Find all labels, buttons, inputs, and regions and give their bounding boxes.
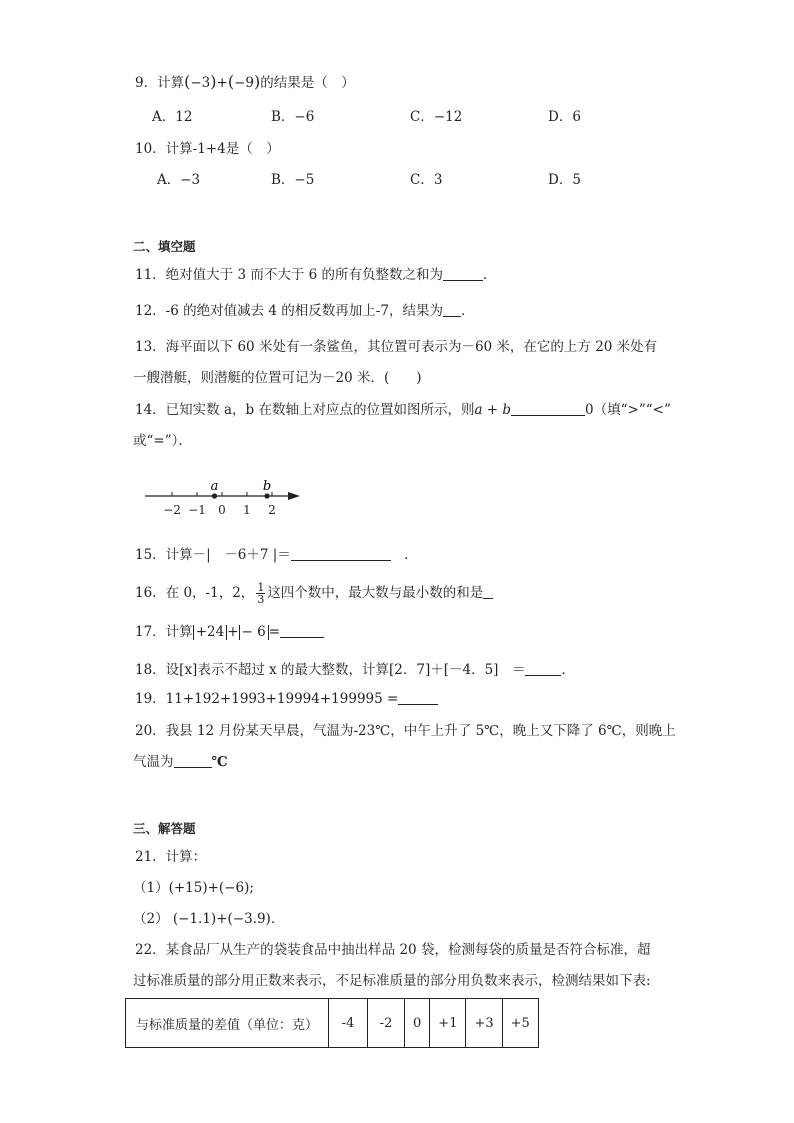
question-17: 17．计算 +24 + − 6 = [135,623,324,641]
question-11: 11．绝对值大于 3 而不大于 6 的所有负整数之和为 ． [135,267,497,283]
table-row [126,999,539,1048]
arrow-right-icon [288,492,300,500]
answer-blank[interactable] [174,753,212,768]
point-label-b: b [262,479,272,494]
table-cell: -2 [368,999,405,1048]
table-cell: +1 [430,999,466,1048]
question-21-part1: （1）(+15)+(−6); [133,880,254,896]
question-22-line1: 22．某食品厂从生产的袋装食品中抽出样品 20 袋，检测每袋的质量是否符合标准，超 [135,942,651,958]
question-9: 9．计算(−3)+(−9)的结果是（ ） [135,72,355,91]
question-21: 21．计算： [135,849,207,865]
point-b [264,493,269,498]
answer-blank[interactable] [483,584,493,599]
answer-blank[interactable] [291,546,391,561]
point-label-a: a [210,479,219,494]
q10-option-b[interactable]: B．−5 [271,172,315,188]
number-line-tick-label: 0 [218,503,226,517]
quality-difference-table [125,998,539,1048]
q9-option-d[interactable]: D．6 [548,109,581,125]
question-16: 16．在 0，-1，2， $\frac{1}{3}$ 这四个数中，最大数与最小数的和是 [135,582,493,605]
question-20-line2: 气温为 ℃ [133,754,228,770]
q10-option-a[interactable]: A．−3 [157,172,201,188]
answer-blank[interactable] [443,302,461,317]
answer-blank[interactable] [525,661,561,676]
question-19: 19．11+192+1993+19994+199995 = [135,690,438,708]
table-cell: +3 [466,999,502,1048]
answer-blank[interactable] [398,690,438,705]
question-13-line2: 一艘潜艇，则潜艇的位置可记为－20 米．( ) [133,370,422,386]
q9-option-b[interactable]: B．−6 [271,109,315,125]
table-cell: +5 [502,999,538,1048]
answer-blank[interactable] [443,266,483,281]
question-20-line1: 20．我县 12 月份某天早晨，气温为-23℃，中午上升了 5℃，晚上又下降了 6℃，则晚上 [135,723,676,739]
answer-blank[interactable] [511,401,585,416]
number-line-figure [140,475,310,520]
number-line-tick-label: 1 [243,503,251,517]
question-14-line2: 或“=”）． [133,433,192,449]
number-line-tick-label: −1 [188,503,206,517]
table-cell: 0 [405,999,430,1048]
number-line-tick-label: 2 [268,503,276,517]
question-14: 14．已知实数 a，b 在数轴上对应点的位置如图所示，则a + b 0（填“>”“<” [135,402,671,418]
question-13-line1: 13．海平面以下 60 米处有一条鲨鱼，其位置可表示为－60 米，在它的上方 20 米处有 [135,339,658,355]
q9-option-a[interactable]: A．12 [152,109,193,125]
question-10: 10．计算-1+4是（ ） [135,141,280,157]
fraction-one-third: $\frac{1}{3}$ [257,581,265,606]
point-a [212,493,217,498]
table-cell: -4 [329,999,368,1048]
number-line-tick-label: −2 [163,503,181,517]
question-12: 12．-6 的绝对值减去 4 的相反数再加上-7，结果为 ． [135,303,475,319]
question-18: 18．设[x]表示不超过 x 的最大整数，计算[2．7]＋[－4．5] ＝ ． [135,662,575,678]
q9-option-c[interactable]: C．−12 [410,109,463,125]
question-15: 15．计算－| －6＋7 |＝ ． [135,547,418,563]
q10-option-c[interactable]: C．3 [410,172,443,188]
question-21-part2: （2） (−1.1)+(−3.9)． [133,911,285,927]
q10-option-d[interactable]: D．5 [548,172,581,188]
section-heading-solve: 三、解答题 [133,821,196,836]
section-heading-fill-in: 二、填空题 [133,239,196,254]
table-header-cell: 与标准质量的差值（单位：克） [126,999,329,1048]
question-22-line2: 过标准质量的部分用正数来表示，不足标准质量的部分用负数来表示，检测结果如下表: [133,973,651,989]
answer-blank[interactable] [280,623,324,638]
